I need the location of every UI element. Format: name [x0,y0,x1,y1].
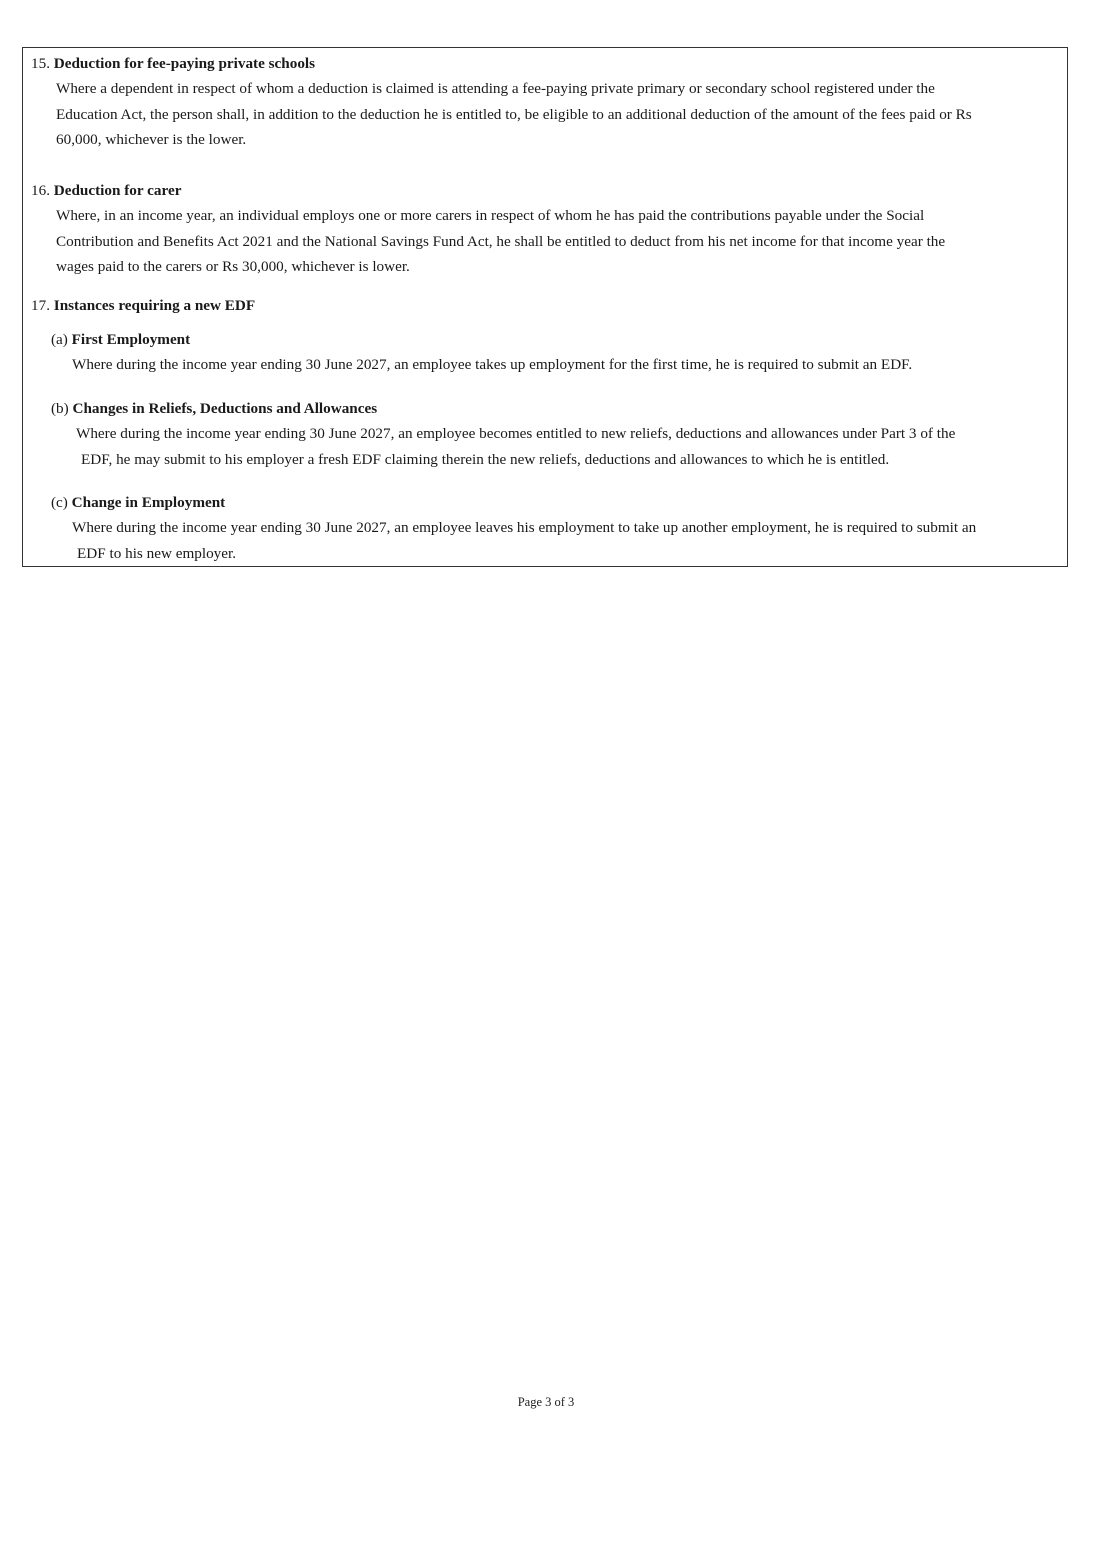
section-16-line: Contribution and Benefits Act 2021 and the National Savings Fund Act, he shall be entitled to deduct from his net income for that income year the [56,232,946,250]
section-16-line: Where, in an income year, an individual employs one or more carers in respect of whom he has paid the contributions payable under the Social [56,207,925,225]
section-17-title: Instances requiring a new EDF [53,297,256,314]
subsection-c-heading [51,490,1063,515]
subsection-b-line: Where during the income year ending 30 June 2027, an employee becomes entitled to new reliefs, deductions and allowances under Part 3 of the [76,425,956,443]
subsection-c-line: Where during the income year ending 30 June 2027, an employee leaves his employment to take up another employment, he is required to submit an [72,519,977,537]
subsection-c-body [51,515,1063,566]
section-16-heading [31,178,1061,203]
section-15-line: Where a dependent in respect of whom a deduction is claimed is attending a fee-paying private primary or secondary school registered under the [56,80,935,98]
subsection-a-body [51,352,1061,377]
subsection-c [51,490,1063,566]
subsection-c-title: Change in Employment [71,494,226,511]
section-15-body [31,76,1061,152]
section-15-line: 60,000, whichever is the lower. [56,131,247,149]
section-15-title: Deduction for fee-paying private schools [53,55,316,72]
section-15 [31,51,1061,153]
section-17 [31,293,1061,318]
section-16-body [31,203,1061,279]
subsection-a-title: First Employment [71,331,191,348]
section-16-title: Deduction for carer [53,182,182,199]
subsection-b-line: EDF, he may submit to his employer a fresh EDF claiming therein the new reliefs, deductions and allowances to which he is entitled. [81,450,890,468]
subsection-c-line: EDF to his new employer. [77,544,237,562]
subsection-b [51,396,1047,472]
section-16 [31,178,1061,280]
subsection-a-line: Where during the income year ending 30 June 2027, an employee takes up employment for the first time, he is required to submit an EDF. [72,356,913,374]
subsection-a-heading [51,327,1061,352]
subsection-b-title: Changes in Reliefs, Deductions and Allowances [72,400,378,417]
notes-box [22,47,1068,567]
section-17-heading [31,293,1061,318]
section-16-number: 16. [31,182,50,199]
subsection-b-heading [51,396,1047,421]
subsection-b-body [51,421,1047,472]
section-15-number: 15. [31,55,50,72]
subsection-b-label: (b) [51,400,69,417]
page-number: Page 3 of 3 [517,1395,575,1409]
subsection-a [51,327,1061,378]
section-15-line: Education Act, the person shall, in addition to the deduction he is entitled to, be eligible to an additional deduction of the amount of the fees paid or Rs [56,105,972,123]
subsection-a-label: (a) [51,331,68,348]
section-16-line: wages paid to the carers or Rs 30,000, whichever is lower. [56,258,410,276]
subsection-c-label: (c) [51,494,68,511]
section-15-heading [31,51,1061,76]
section-17-number: 17. [31,297,50,314]
